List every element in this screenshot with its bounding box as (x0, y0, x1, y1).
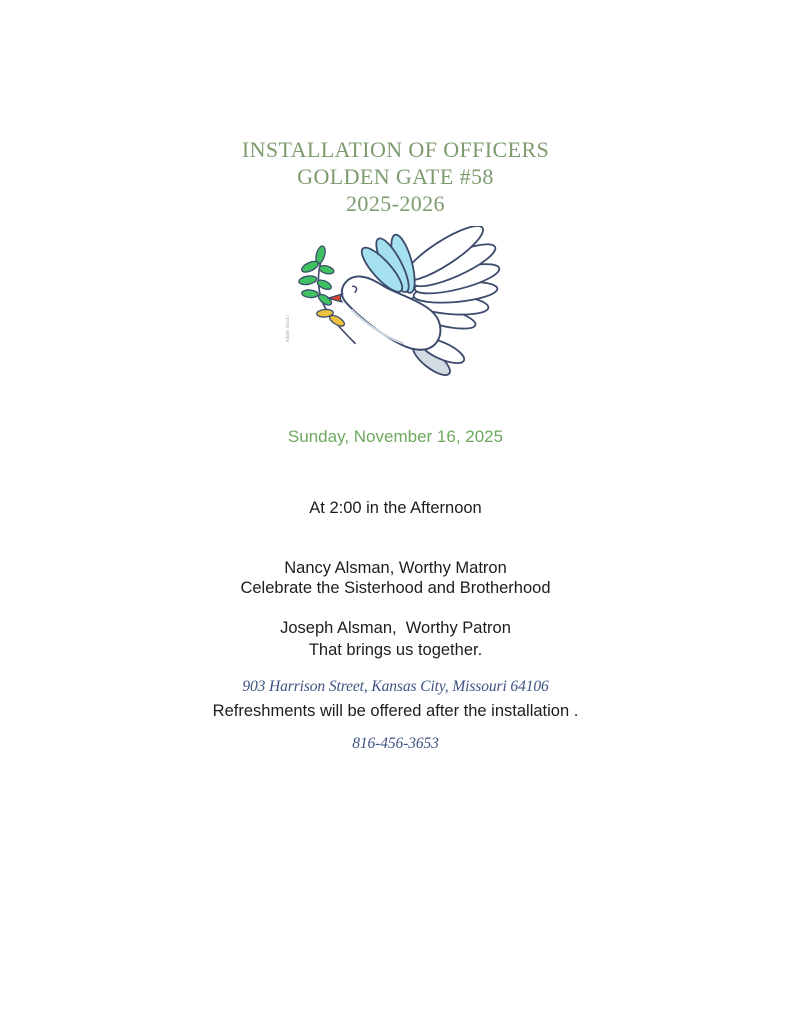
message-line1: Celebrate the Sisterhood and Brotherhood (240, 579, 551, 597)
contact-block (0, 639, 791, 791)
worthy-matron-line: Nancy Alsman, Worthy Matron (284, 559, 507, 577)
dove-illustration (283, 226, 508, 384)
message-line2: That brings us together. (308, 640, 483, 659)
event-time: At 2:00 in the Afternoon (309, 499, 482, 517)
olive-leaves-yellow (316, 309, 346, 328)
phone-line: 816-456-3653 (352, 735, 439, 752)
address-line: 903 Harrison Street, Kansas City, Missouri 64106 (242, 678, 549, 695)
stock-watermark: Adobe Stock | (285, 314, 290, 343)
message-line3: Refreshments will be offered after the installation . (212, 702, 579, 720)
event-title-line2: GOLDEN GATE #58 (297, 164, 494, 189)
title-block (0, 136, 791, 217)
event-title-line1: INSTALLATION OF OFFICERS (241, 137, 550, 162)
event-title-line3: 2025-2026 (346, 191, 445, 216)
worthy-patron-line: Joseph Alsman, Worthy Patron (280, 619, 511, 637)
event-date: Sunday, November 16, 2025 (287, 427, 504, 446)
dove-svg (283, 226, 508, 384)
